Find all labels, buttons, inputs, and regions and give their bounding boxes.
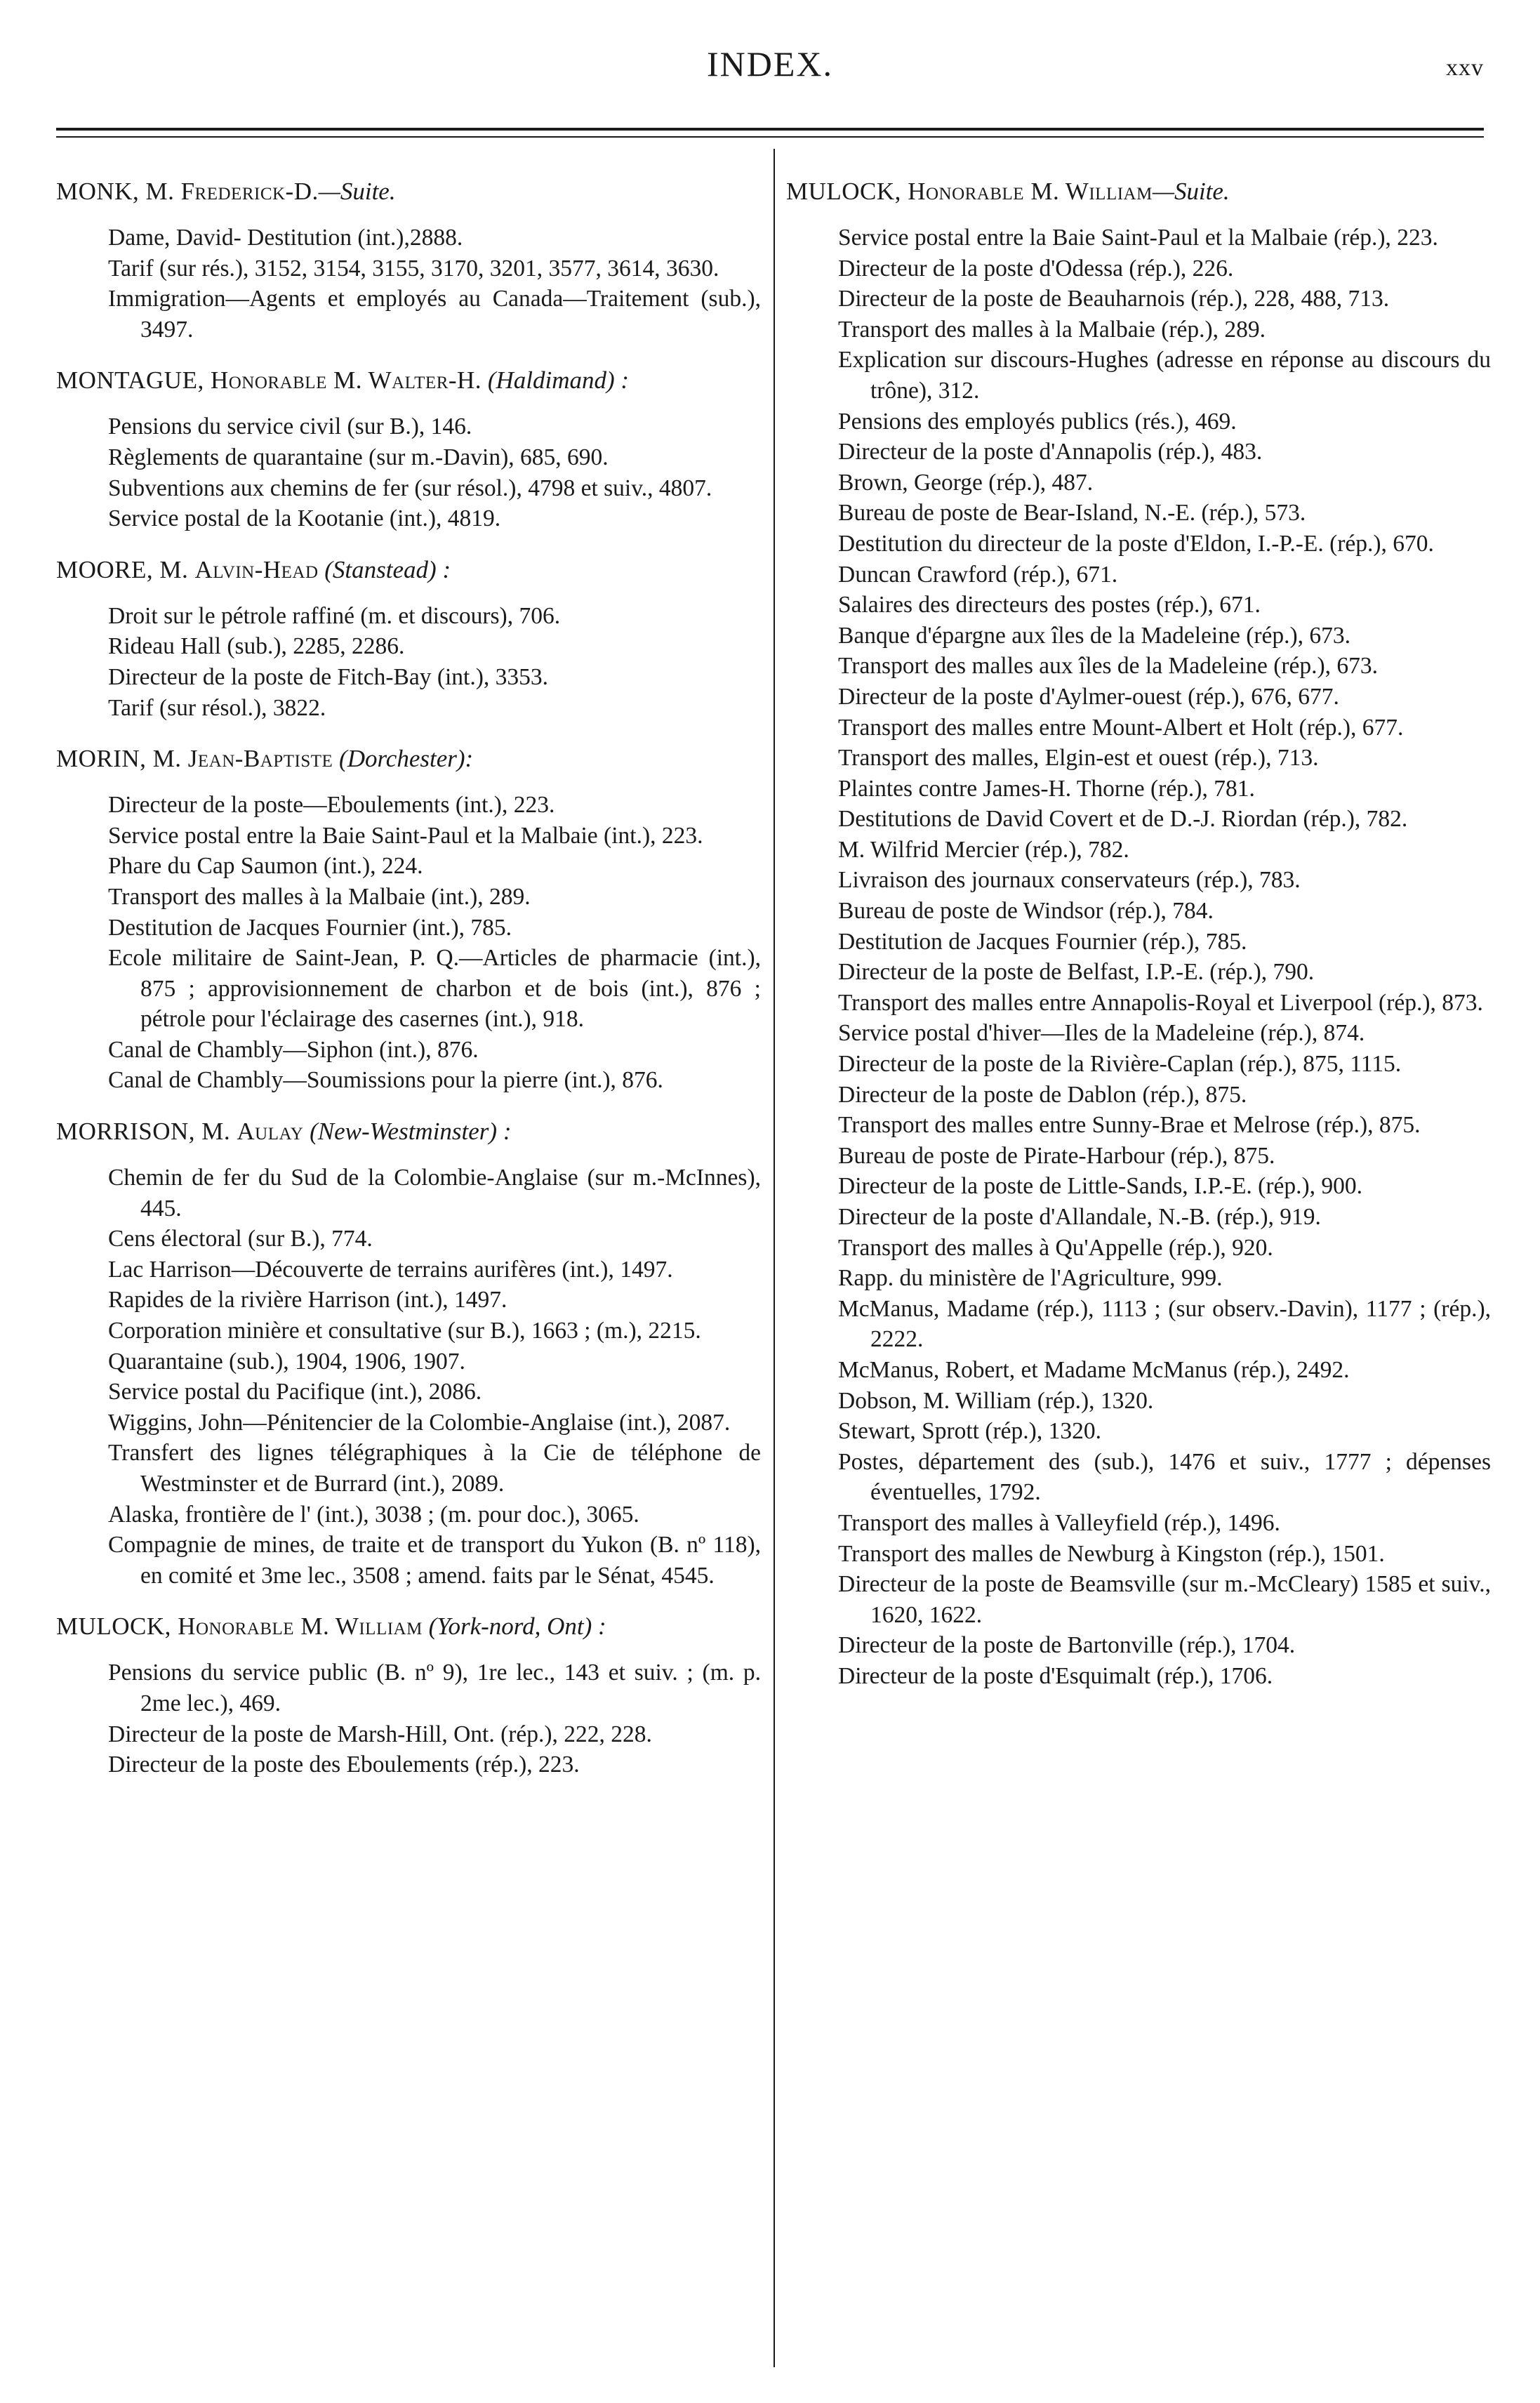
index-item: Directeur de la poste des Eboulements (rép.), 223. (108, 1752, 580, 1778)
entry-surname: MONTAGUE, (56, 366, 211, 395)
index-item: Transport des malles entre Mount-Albert et Holt (rép.), 677. (838, 714, 1404, 741)
entry-heading (56, 176, 761, 207)
index-item: Transfert des lignes télégraphiques à la Cie de téléphone de Westminster et de Burrard (int.), 2089. (108, 1440, 761, 1497)
index-item: Explication sur discours-Hughes (adresse en réponse au discours du trône), 312. (838, 347, 1491, 404)
index-item: McManus, Madame (rép.), 1113 ; (sur observ.-Davin), 1177 ; (rép.), 2222. (838, 1295, 1491, 1353)
index-item: Transport des malles à Valleyfield (rép.), 1496. (838, 1509, 1280, 1536)
index-item: Transport des malles à la Malbaie (int.), 289. (108, 883, 531, 910)
index-item: Bureau de poste de Pirate-Harbour (rép.), 875. (838, 1142, 1275, 1169)
entry-constituency: (York-nord, Ont) : (422, 1613, 606, 1641)
index-item: Pensions du service civil (sur B.), 146. (108, 413, 472, 440)
entry-heading (56, 554, 761, 585)
index-item: Directeur de la poste de la Rivière-Caplan (rép.), 875, 1115. (838, 1051, 1402, 1078)
page-header (56, 44, 1484, 100)
index-item: Directeur de la poste d'Aylmer-ouest (rép.), 676, 677. (838, 683, 1339, 710)
index-item: Service postal entre la Baie Saint-Paul et la Malbaie (rép.), 223. (838, 225, 1438, 251)
index-item: Banque d'épargne aux îles de la Madeleine (rép.), 673. (838, 622, 1351, 649)
index-item: Règlements de quarantaine (sur m.-Davin), 685, 690. (108, 444, 609, 470)
entry-given-name: Alvin-Head (194, 555, 319, 583)
index-item: Plaintes contre James-H. Thorne (rép.), 781. (838, 775, 1255, 802)
entry-constituency: (Dorchester): (333, 745, 474, 773)
entry-constituency: (New-Westminster) : (303, 1118, 512, 1146)
entry-heading (56, 743, 761, 774)
index-item: Transport des malles, Elgin-est et ouest (rép.), 713. (838, 745, 1319, 772)
entry-surname: MOORE, M. (56, 555, 195, 583)
index-item: Destitution de Jacques Fournier (int.), 785. (108, 914, 512, 941)
index-item: Dame, David- Destitution (int.),2888. (108, 225, 463, 251)
index-item: Salaires des directeurs des postes (rép.), 671. (838, 592, 1261, 618)
entry-heading (786, 176, 1491, 207)
index-item: Directeur de la poste de Dablon (rép.), 875. (838, 1081, 1247, 1108)
index-item: Droit sur le pétrole raffiné (m. et discours), 706. (108, 602, 561, 629)
index-item: Lac Harrison—Découverte de terrains aurifères (int.), 1497. (108, 1256, 673, 1283)
index-item: Pensions du service public (B. nº 9), 1re lec., 143 et suiv. ; (m. p. 2me lec.), 469. (108, 1660, 761, 1716)
header-rule-thin (56, 136, 1484, 138)
entry-given-name: Frederick-D. (180, 178, 319, 205)
index-item: Directeur de la poste d'Allandale, N.-B. (rép.), 919. (838, 1204, 1321, 1230)
index-item: Transport des malles à la Malbaie (rép.), 289. (838, 316, 1266, 343)
index-item: Directeur de la poste de Bartonville (rép.), 1704. (838, 1632, 1296, 1659)
index-item: Chemin de fer du Sud de la Colombie-Anglaise (sur m.-McInnes), 445. (108, 1165, 761, 1222)
index-item: Livraison des journaux conservateurs (rép.), 783. (838, 867, 1301, 894)
index-item: Bureau de poste de Windsor (rép.), 784. (838, 898, 1214, 925)
index-item: Destitutions de David Covert et de D.-J. Riordan (rép.), 782. (838, 806, 1408, 833)
index-item: Transport des malles entre Annapolis-Royal et Liverpool (rép.), 873. (838, 989, 1483, 1016)
left-column (56, 176, 761, 1800)
index-entry (56, 364, 761, 534)
index-item: Directeur de la poste d'Esquimalt (rép.), 1706. (838, 1662, 1273, 1689)
entry-constituency: —Suite. (318, 178, 396, 205)
index-item: Rapides de la rivière Harrison (int.), 1497. (108, 1287, 507, 1313)
page-title: INDEX. (706, 44, 834, 84)
index-item: Immigration—Agents et employés au Canada—Traitement (sub.), 3497. (108, 286, 761, 343)
index-item: M. Wilfrid Mercier (rép.), 782. (838, 836, 1129, 863)
index-item: Directeur de la poste de Beamsville (sur m.-McCleary) 1585 et suiv., 1620, 1622. (838, 1571, 1491, 1628)
index-item: Wiggins, John—Pénitencier de la Colombie-Anglaise (int.), 2087. (108, 1409, 731, 1436)
page-number: xxv (1446, 55, 1484, 81)
index-item: Directeur de la poste d'Odessa (rép.), 226. (838, 255, 1234, 282)
index-item: Ecole militaire de Saint-Jean, P. Q.—Articles de pharmacie (int.), 875 ; approvisionnement de charbon et de bois (int.), 876 ; pétrole pour l'éclairage des casernes (int.), 918. (108, 945, 761, 1033)
entry-given-name: Honorable M. William (908, 178, 1153, 205)
index-item: Destitution du directeur de la poste d'Eldon, I.-P.-E. (rép.), 670. (838, 530, 1434, 557)
index-entry (56, 176, 761, 345)
entry-given-name: Honorable M. Walter-H. (210, 366, 482, 395)
index-item: Corporation minière et consultative (sur B.), 1663 ; (m.), 2215. (108, 1318, 701, 1344)
entry-surname: MULOCK, (786, 178, 908, 205)
index-entry (56, 1610, 761, 1780)
entry-surname: MULOCK, (56, 1613, 178, 1641)
index-item: Service postal entre la Baie Saint-Paul et la Malbaie (int.), 223. (108, 822, 703, 849)
entry-surname: MORRISON, M. (56, 1118, 237, 1146)
index-item: Dobson, M. William (rép.), 1320. (838, 1387, 1154, 1414)
index-item: Transport des malles aux îles de la Madeleine (rép.), 673. (838, 653, 1379, 680)
index-entry (56, 743, 761, 1096)
index-item: Destitution de Jacques Fournier (rép.), 785. (838, 928, 1247, 955)
index-item: Service postal du Pacifique (int.), 2086. (108, 1379, 482, 1405)
index-entry (56, 554, 761, 723)
index-item: Directeur de la poste d'Annapolis (rép.), 483. (838, 439, 1263, 465)
entry-constituency: (Haldimand) : (482, 366, 630, 395)
index-item: Stewart, Sprott (rép.), 1320. (838, 1418, 1101, 1445)
column-divider (774, 149, 775, 2367)
index-item: Transport des malles à Qu'Appelle (rép.), 920. (838, 1234, 1273, 1261)
index-item: Directeur de la poste de Beauharnois (rép.), 228, 488, 713. (838, 286, 1390, 312)
entry-constituency: (Stanstead) : (318, 555, 451, 583)
index-item: Directeur de la poste de Fitch-Bay (int.), 3353. (108, 663, 549, 690)
index-item: Transport des malles de Newburg à Kingston (rép.), 1501. (838, 1540, 1385, 1567)
entry-heading (56, 1610, 761, 1642)
index-item: Tarif (sur résol.), 3822. (108, 694, 326, 721)
index-item: Directeur de la poste de Marsh-Hill, Ont. (rép.), 222, 228. (108, 1721, 652, 1747)
index-item: Tarif (sur rés.), 3152, 3154, 3155, 3170, 3201, 3577, 3614, 3630. (108, 255, 719, 282)
entry-heading (56, 1116, 761, 1147)
index-item: Directeur de la poste de Belfast, I.P.-E. (rép.), 790. (838, 959, 1315, 986)
right-column (786, 176, 1491, 1712)
index-item: McManus, Robert, et Madame McManus (rép.), 2492. (838, 1356, 1350, 1383)
index-item: Compagnie de mines, de traite et de transport du Yukon (B. nº 118), en comité et 3me lec., 3508 ; amend. faits par le Sénat, 4545. (108, 1532, 761, 1589)
entry-given-name: Jean-Baptiste (187, 745, 333, 773)
index-item: Canal de Chambly—Siphon (int.), 876. (108, 1036, 479, 1063)
index-item: Duncan Crawford (rép.), 671. (838, 561, 1118, 588)
entry-surname: MORIN, M. (56, 745, 188, 773)
index-item: Subventions aux chemins de fer (sur résol.), 4798 et suiv., 4807. (108, 475, 712, 501)
index-item: Pensions des employés publics (rés.), 469. (838, 408, 1237, 435)
index-item: Directeur de la poste de Little-Sands, I.P.-E. (rép.), 900. (838, 1173, 1363, 1200)
header-rule-thick (56, 128, 1484, 131)
index-entry (56, 1116, 761, 1591)
index-entry (786, 176, 1491, 1692)
index-item: Directeur de la poste—Eboulements (int.), 223. (108, 792, 555, 819)
index-item: Phare du Cap Saumon (int.), 224. (108, 853, 423, 880)
index-item: Bureau de poste de Bear-Island, N.-E. (rép.), 573. (838, 500, 1306, 527)
entry-constituency: —Suite. (1152, 178, 1230, 205)
index-item: Quarantaine (sub.), 1904, 1906, 1907. (108, 1348, 465, 1375)
entry-given-name: Aulay (237, 1118, 304, 1146)
index-item: Canal de Chambly—Soumissions pour la pierre (int.), 876. (108, 1067, 663, 1094)
index-item: Service postal de la Kootanie (int.), 4819. (108, 505, 501, 532)
entry-given-name: Honorable M. William (178, 1613, 423, 1641)
index-item: Postes, département des (sub.), 1476 et suiv., 1777 ; dépenses éventuelles, 1792. (838, 1448, 1491, 1506)
index-item: Rideau Hall (sub.), 2285, 2286. (108, 633, 405, 660)
index-item: Service postal d'hiver—Iles de la Madeleine (rép.), 874. (838, 1020, 1365, 1047)
index-item: Alaska, frontière de l' (int.), 3038 ; (m. pour doc.), 3065. (108, 1501, 639, 1528)
index-item: Transport des malles entre Sunny-Brae et Melrose (rép.), 875. (838, 1112, 1421, 1139)
index-item: Rapp. du ministère de l'Agriculture, 999. (838, 1265, 1223, 1292)
index-item: Brown, George (rép.), 487. (838, 469, 1094, 496)
index-item: Cens électoral (sur B.), 774. (108, 1226, 373, 1252)
entry-heading (56, 364, 761, 396)
entry-surname: MONK, M. (56, 178, 181, 205)
